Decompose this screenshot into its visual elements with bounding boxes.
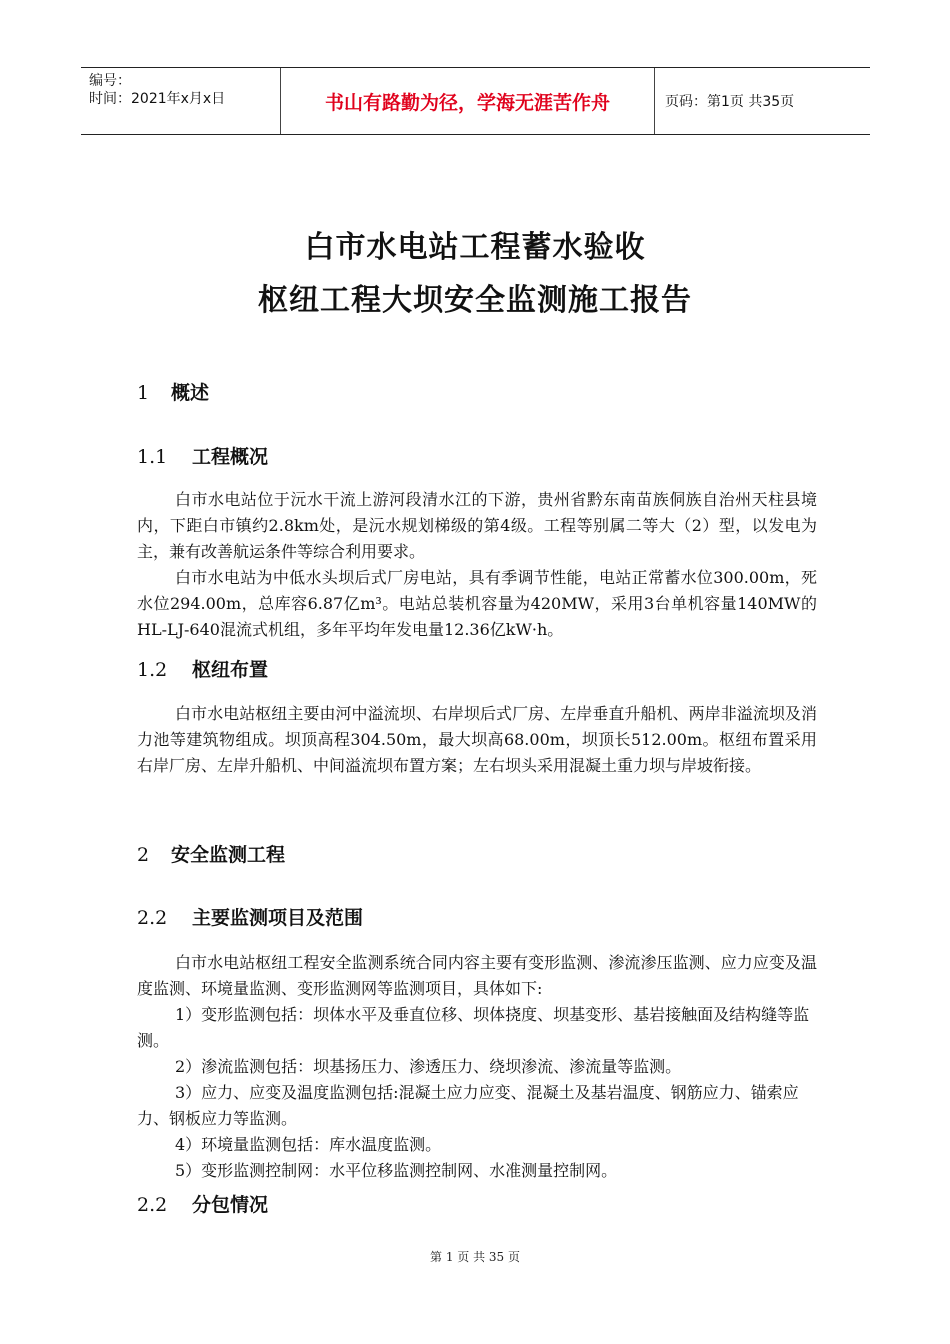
title-line-1: 白市水电站工程蓄水验收 [304,230,646,265]
paragraph-monitoring-intro: 白市水电站枢纽工程安全监测系统合同内容主要有变形监测、渗流渗压监测、应力应变及温度监测、环境量监测、变形监测网等监测项目，具体如下: [137,953,817,998]
section-number: 1 [137,382,150,404]
monitoring-items-list [137,1002,817,1184]
section-number: 2 [137,844,150,866]
title-line-2: 枢纽工程大坝安全监测施工报告 [258,283,692,318]
section-title: 分包情况 [192,1194,269,1216]
header-motto: 书山有路勤为径，学海无涯苦作舟 [281,68,655,134]
section-title: 枢纽布置 [192,659,269,681]
section-2-2-heading [137,903,363,930]
section-title: 工程概况 [192,446,269,468]
section-number: 2.2 [137,1194,168,1216]
section-1-heading [137,378,209,405]
paragraph-overview-2: 白市水电站为中低水头坝后式厂房电站，具有季调节性能，电站正常蓄水位300.00m，死水位294.00m，总库容6.87亿m³。电站总装机容量为420MW，采用3台单机容量140MW的HL-LJ-640混流式机组，多年平均年发电量12.36亿kW·h。 [137,568,817,639]
section-title: 主要监测项目及范围 [192,907,364,929]
header-page-info: 页码：第1页 共35页 [665,94,795,110]
section-number: 2.2 [137,907,168,929]
section-1-2-heading [137,655,268,682]
section-2-2-subcontract-heading [137,1190,268,1217]
page-footer: 第 1 页 共 35 页 [430,1250,520,1264]
list-item: 1）变形监测包括：坝体水平及垂直位移、坝体挠度、坝基变形、基岩接触面及结构缝等监测。 [137,1005,810,1050]
section-1-1-heading [137,442,268,469]
paragraph-overview-1: 白市水电站位于沅水干流上游河段清水江的下游，贵州省黔东南苗族侗族自治州天柱县境内，下距白市镇约2.8km处，是沅水规划梯级的第4级。工程等别属二等大（2）型，以发电为主，兼有改善航运条件等综合利用要求。 [137,490,817,561]
list-item: 3）应力、应变及温度监测包括:混凝土应力应变、混凝土及基岩温度、钢筋应力、锚索应力、钢板应力等监测。 [137,1083,799,1128]
section-title: 安全监测工程 [171,844,286,866]
time-label: 时间：2021年x月x日 [89,91,226,107]
number-label: 编号： [89,73,131,89]
section-title: 概述 [171,382,210,404]
list-item: 5）变形监测控制网：水平位移监测控制网、水准测量控制网。 [175,1161,618,1180]
section-number: 1.1 [137,446,168,468]
list-item: 2）渗流监测包括：坝基扬压力、渗透压力、绕坝渗流、渗流量等监测。 [175,1057,682,1076]
header-meta [81,68,281,134]
list-item: 4）环境量监测包括：库水温度监测。 [175,1135,442,1154]
section-number: 1.2 [137,659,168,681]
paragraph-layout: 白市水电站枢纽主要由河中溢流坝、右岸坝后式厂房、左岸垂直升船机、两岸非溢流坝及消力池等建筑物组成。坝顶高程304.50m，最大坝高68.00m，坝顶长512.00m。枢纽布置采用右岸厂房、左岸升船机、中间溢流坝布置方案；左右坝头采用混凝土重力坝与岸坡衔接。 [137,704,817,775]
page-header [81,67,870,135]
section-2-heading [137,840,285,867]
